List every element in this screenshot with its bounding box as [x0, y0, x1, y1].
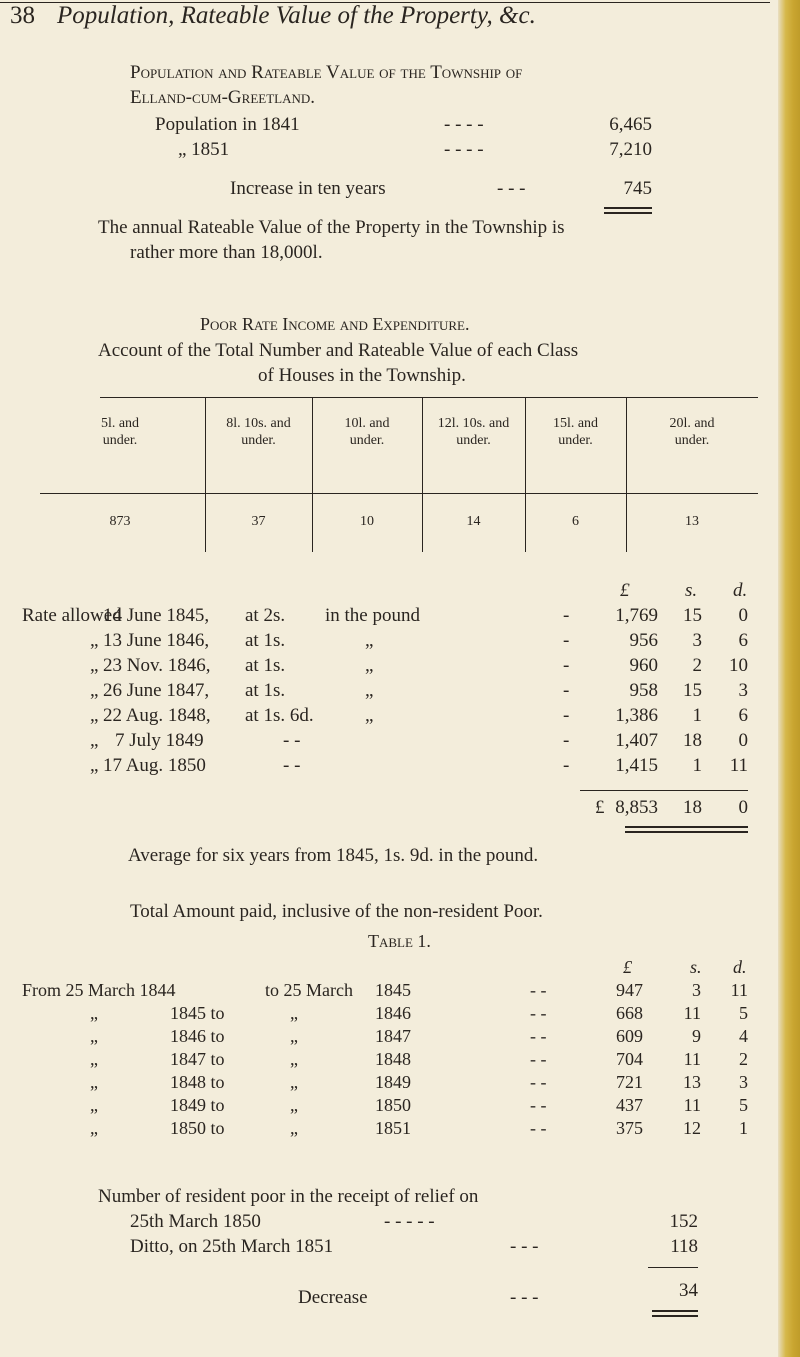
- rate-pounds: 1,407: [615, 730, 658, 751]
- double-rule: [625, 831, 748, 833]
- table1-from: „: [90, 1003, 98, 1023]
- class-header: [205, 415, 312, 449]
- rate-shillings: 15: [683, 680, 702, 701]
- table1-to: „: [290, 1072, 298, 1092]
- rate-tail: „: [365, 705, 374, 726]
- rate-pence: 0: [738, 730, 748, 751]
- account-line1: Account of the Total Number and Rateable Value of each Class: [98, 340, 579, 361]
- table1-from-year: 1848 to: [170, 1072, 225, 1092]
- sum-rule: [648, 1267, 698, 1268]
- sum-rule: [580, 790, 748, 791]
- rate-pounds: 1,386: [615, 705, 658, 726]
- rate-date: 17 Aug. 1850: [103, 755, 206, 776]
- table1-year: 1848: [375, 1049, 411, 1069]
- population-1841-value: 6,465: [609, 114, 652, 135]
- rate-pence: 3: [738, 680, 748, 701]
- table1-from: „: [90, 1095, 98, 1115]
- rate-pounds: 956: [629, 630, 658, 651]
- table1-dashes: - -: [530, 1026, 547, 1046]
- table1-dashes: - -: [530, 980, 547, 1000]
- table1-shillings: 12: [683, 1118, 701, 1138]
- rates-col-shillings: s.: [685, 580, 698, 601]
- class-count: 14: [466, 514, 481, 529]
- table-mid-rule: [40, 493, 758, 494]
- table1-pounds: 947: [616, 980, 643, 1000]
- decrease-dashes: - - -: [510, 1287, 539, 1308]
- rate-amount: at 1s.: [245, 655, 286, 676]
- rate-tail: in the pound: [325, 605, 420, 626]
- rate-prefix: Rate allowed: [22, 605, 122, 626]
- page-edge: [778, 0, 800, 1357]
- class-header: [525, 415, 626, 449]
- increase-dashes: - - -: [497, 178, 526, 199]
- rate-date: 23 Nov. 1846,: [103, 655, 211, 676]
- rate-date: 14 June 1845,: [103, 605, 210, 626]
- table1-pounds: 609: [616, 1026, 643, 1046]
- table1-shillings: 11: [683, 1049, 701, 1069]
- rate-tail: „: [365, 655, 374, 676]
- table1-year: 1851: [375, 1118, 411, 1138]
- table1-pounds: 704: [616, 1049, 643, 1069]
- table1-dashes: - -: [530, 1049, 547, 1069]
- increase-label: Increase in ten years: [230, 178, 386, 199]
- average-text: Average for six years from 1845, 1s. 9d. in the pound.: [128, 845, 539, 866]
- rate-pence: 0: [738, 605, 748, 626]
- rate-shillings: 1: [692, 755, 702, 776]
- population-1851-label: „ 1851: [178, 139, 230, 160]
- rate-pounds: 1,769: [615, 605, 658, 626]
- double-rule: [652, 1315, 698, 1317]
- double-rule: [652, 1310, 698, 1312]
- class-header-line: 10l. and: [344, 416, 390, 431]
- table1-shillings: 13: [683, 1072, 701, 1092]
- table1-to: to 25 March: [265, 980, 353, 1000]
- table1-year: 1850: [375, 1095, 411, 1115]
- rates-col-pence: d.: [733, 580, 748, 601]
- table1-from: „: [90, 1118, 98, 1138]
- population-1851-dashes: - - - -: [444, 139, 484, 160]
- rate-shillings: 3: [692, 630, 702, 651]
- class-header-line: 5l. and: [100, 416, 140, 431]
- table1-from: From 25 March 1844: [22, 980, 176, 1000]
- class-header-line: 20l. and: [669, 416, 715, 431]
- decrease-label: Decrease: [298, 1287, 368, 1308]
- class-header: [422, 415, 525, 449]
- rate-amount: at 1s.: [245, 630, 286, 651]
- class-header-line: under.: [349, 433, 385, 448]
- rate-pence: 6: [738, 630, 748, 651]
- table1-intro: Total Amount paid, inclusive of the non-resident Poor.: [130, 901, 543, 922]
- rates-total-currency: £: [595, 797, 605, 818]
- relief-1850-value: 152: [669, 1211, 698, 1232]
- relief-line1: Number of resident poor in the receipt of relief on: [98, 1186, 479, 1207]
- table1-pounds: 668: [616, 1003, 643, 1023]
- table1-from-year: 1849 to: [170, 1095, 225, 1115]
- double-rule: [604, 207, 652, 209]
- class-count: 13: [685, 514, 699, 529]
- rate-dash: -: [563, 680, 570, 701]
- increase-value: 745: [623, 178, 652, 199]
- rate-prefix: „: [90, 655, 99, 676]
- rate-shillings: 2: [692, 655, 702, 676]
- rate-shillings: 1: [692, 705, 702, 726]
- table1-dashes: - -: [530, 1118, 547, 1138]
- class-header-line: under.: [674, 433, 710, 448]
- rate-pence: 11: [729, 755, 748, 776]
- table1-year: 1849: [375, 1072, 411, 1092]
- table1-year: 1846: [375, 1003, 411, 1023]
- rate-pounds: 960: [629, 655, 658, 676]
- population-1841-label: Population in 1841: [155, 114, 300, 135]
- table1-shillings: 3: [692, 980, 701, 1000]
- rate-shillings: 15: [683, 605, 702, 626]
- table1-from-year: 1846 to: [170, 1026, 225, 1046]
- rate-date: 13 June 1846,: [103, 630, 210, 651]
- population-heading-line1: Population and Rateable Value of the Township of: [130, 62, 523, 83]
- rate-prefix: „: [90, 730, 99, 751]
- rates-total-pounds: 8,853: [615, 797, 658, 818]
- running-head: [10, 2, 536, 30]
- relief-1850-dashes: - - - - -: [384, 1211, 435, 1232]
- rate-prefix: „: [90, 705, 99, 726]
- rate-prefix: „: [90, 680, 99, 701]
- running-title: Population, Rateable Value of the Property, &c.: [57, 2, 536, 29]
- rate-amount: at 1s. 6d.: [245, 705, 314, 726]
- class-count: 873: [109, 514, 131, 529]
- rate-dash: -: [563, 755, 570, 776]
- top-rule: [0, 2, 770, 3]
- rate-date: 22 Aug. 1848,: [103, 705, 211, 726]
- rates-total-shillings: 18: [683, 797, 702, 818]
- rate-amount: at 1s.: [245, 680, 286, 701]
- table1-col-pounds: £: [623, 957, 632, 977]
- relief-1851-dashes: - - -: [510, 1236, 539, 1257]
- rateable-line2: rather more than 18,000l.: [130, 242, 323, 263]
- class-count: 6: [572, 514, 579, 529]
- class-header-line: under.: [241, 433, 276, 448]
- table-top-rule: [100, 397, 758, 398]
- table1-shillings: 11: [683, 1003, 701, 1023]
- rate-tail: - -: [283, 755, 301, 776]
- table1-pence: 1: [739, 1118, 748, 1138]
- rate-amount: at 2s.: [245, 605, 286, 626]
- rate-prefix: „: [90, 755, 99, 776]
- table1-pence: 5: [739, 1003, 748, 1023]
- table1-to: „: [290, 1049, 298, 1069]
- table1-pounds: 721: [616, 1072, 643, 1092]
- poor-rate-heading: Poor Rate Income and Expenditure.: [200, 314, 470, 334]
- class-header-line: under.: [456, 433, 491, 448]
- table1-to: „: [290, 1003, 298, 1023]
- rate-pence: 10: [729, 655, 748, 676]
- table1-dashes: - -: [530, 1072, 547, 1092]
- class-header-line: 8l. 10s. and: [226, 416, 291, 431]
- table1-pence: 3: [739, 1072, 748, 1092]
- class-count: 10: [360, 514, 374, 529]
- population-1851-value: 7,210: [609, 139, 652, 160]
- table1-shillings: 11: [683, 1095, 701, 1115]
- table1-year: 1847: [375, 1026, 411, 1046]
- rate-tail: - -: [283, 730, 301, 751]
- table1-pounds: 437: [616, 1095, 643, 1115]
- rate-pounds: 958: [629, 680, 658, 701]
- table1-pence: 5: [739, 1095, 748, 1115]
- class-header-line: 12l. 10s. and: [437, 416, 510, 431]
- rate-dash: -: [563, 705, 570, 726]
- population-1841-dashes: - - - -: [444, 114, 484, 135]
- class-header-line: under.: [558, 433, 593, 448]
- decrease-value: 34: [679, 1280, 698, 1301]
- table1-pence: 11: [730, 980, 748, 1000]
- house-class-table: [40, 397, 758, 552]
- table1-to: „: [290, 1118, 298, 1138]
- table1-from: „: [90, 1049, 98, 1069]
- class-count: 37: [251, 514, 266, 529]
- table1-from-year: 1845 to: [170, 1003, 225, 1023]
- page-number: 38: [10, 2, 35, 29]
- rate-tail: „: [365, 630, 374, 651]
- rate-prefix: „: [90, 630, 99, 651]
- table1-caption: Table 1.: [368, 931, 431, 951]
- table1-col-shillings: s.: [690, 957, 702, 977]
- double-rule: [604, 212, 652, 214]
- table1-from-year: 1847 to: [170, 1049, 225, 1069]
- rate-dash: -: [563, 605, 570, 626]
- rate-pounds: 1,415: [615, 755, 658, 776]
- table1-year: 1845: [375, 980, 411, 1000]
- account-line2: of Houses in the Township.: [258, 365, 466, 386]
- average-line: [128, 845, 538, 867]
- table1-from-year: 1850 to: [170, 1118, 225, 1138]
- table1-from: „: [90, 1072, 98, 1092]
- table1-to: „: [290, 1026, 298, 1046]
- rates-col-pounds: £: [620, 580, 630, 601]
- rate-tail: „: [365, 680, 374, 701]
- table1-dashes: - -: [530, 1095, 547, 1115]
- relief-1851-value: 118: [670, 1236, 698, 1257]
- double-rule: [625, 826, 748, 828]
- table1-shillings: 9: [692, 1026, 701, 1046]
- relief-1851-label: Ditto, on 25th March 1851: [130, 1236, 334, 1257]
- rateable-line1: The annual Rateable Value of the Property in the Township is: [98, 217, 565, 238]
- table1-dashes: - -: [530, 1003, 547, 1023]
- rate-pence: 6: [738, 705, 748, 726]
- table1-to: „: [290, 1095, 298, 1115]
- rates-total-pence: 0: [738, 797, 748, 818]
- class-header: [626, 415, 758, 449]
- rate-dash: -: [563, 730, 570, 751]
- relief-1850-label: 25th March 1850: [130, 1211, 261, 1232]
- table1-pence: 4: [739, 1026, 748, 1046]
- class-header: [312, 415, 422, 449]
- table1-pence: 2: [739, 1049, 748, 1069]
- rate-shillings: 18: [683, 730, 702, 751]
- table1-from: „: [90, 1026, 98, 1046]
- table1-col-pence: d.: [733, 957, 747, 977]
- rate-dash: -: [563, 655, 570, 676]
- class-header-line: 15l. and: [552, 416, 599, 431]
- population-heading-line2: Elland-cum-Greetland.: [130, 87, 315, 108]
- class-header-line: under.: [102, 433, 138, 448]
- rate-date: 7 July 1849: [115, 730, 204, 751]
- rate-date: 26 June 1847,: [103, 680, 210, 701]
- rate-dash: -: [563, 630, 570, 651]
- class-header: [60, 415, 180, 449]
- table1-pounds: 375: [616, 1118, 643, 1138]
